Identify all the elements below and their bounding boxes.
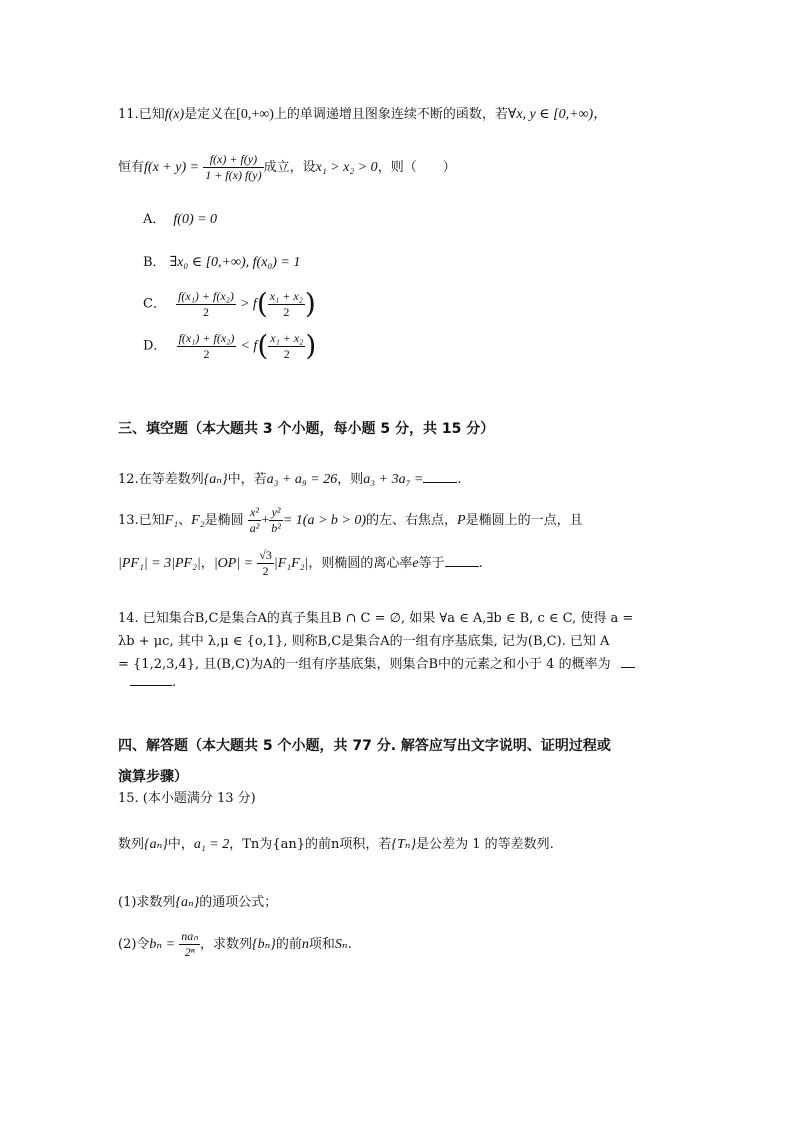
q14-line4: . — [130, 674, 176, 692]
q11-line2: 恒有f(x + y) = $\frac{f(x) + f(y)}{1 + f(x) f(y)}$ 成立，设x₁ > x₂ > 0，则（ ） — [118, 152, 456, 182]
q14-line3: = {1,2,3,4}, 且(B,C)为A的一组有序基底集，则集合B中的元素之和小于 4 的概率为 — [118, 656, 635, 674]
q15-part1: (1)求数列{aₙ}的通项公式； — [118, 895, 278, 910]
q11-fraction: $\frac{f(x) + f(y)}{1 + f(x) f(y)}$ — [205, 152, 262, 182]
q15-part2: (2)令bₙ = $\frac{\text{naₙ}}{\text{2ⁿ}}$ ，求数列{bₙ}的前n项和Sₙ. — [118, 929, 352, 959]
section-4-heading-line1: 四、解答题（本大题共 5 个小题，共 77 分. 解答应写出文字说明、证明过程或 — [118, 738, 611, 754]
q15-intro: 数列{aₙ}中，a₁ = 2，Tn为{an}的前n项积，若{Tₙ}是公差为 1 的等差数列. — [118, 837, 554, 852]
q12-answer-blank[interactable] — [423, 482, 457, 483]
q15-header: 15. (本小题满分 13 分) — [118, 791, 256, 806]
q11-line1: 11.已知f(x)是定义在[0,+∞)上的单调递增且图象连续不断的函数，若∀x, y ∈ [0,+∞)， — [118, 107, 608, 122]
q11-option-c: C． $\frac{\text{f(x₁) + f(x₂)}}{2}$ > f( $\frac{\text{x₁ + x₂}}{2}$ ) — [143, 287, 316, 320]
section-4-heading-line2: 演算步骤） — [118, 769, 188, 785]
q11-option-b: B． ∃x₀ ∈ [0,+∞), f(x₀) = 1 — [143, 255, 301, 270]
q11-option-a: A． f(0) = 0 — [143, 212, 218, 227]
q14-line1: 14. 已知集合B,C是集合A的真子集且B ∩ C = ∅, 如果 ∀a ∈ A,∃b ∈ B, c ∈ C, 使得 a = — [118, 611, 634, 626]
q14-answer-blank-start[interactable] — [621, 667, 635, 668]
q13-line2: |PF₁| = 3|PF₂|，|OP| = $\frac{√3}{2}$ |F₁F₂|，则椭圆的离心率e等于 . — [118, 548, 483, 578]
q11-option-d: D． $\frac{\text{f(x₁) + f(x₂)}}{2}$ < f( $\frac{\text{x₁ + x₂}}{2}$ ) — [143, 329, 317, 362]
q13-answer-blank[interactable] — [445, 566, 479, 567]
q14-answer-blank[interactable] — [130, 685, 172, 686]
q14-line2: λb + μc, 其中 λ,μ ∈ {o,1}, 则称B,C是集合A的一组有序基底集, 记为(B,C). 已知 A — [118, 634, 610, 649]
section-3-heading: 三、填空题（本大题共 3 个小题，每小题 5 分，共 15 分） — [118, 421, 495, 437]
q12-line: 12.在等差数列{aₙ}中，若a₃ + a₉ = 26，则a₃ + 3a₇ = . — [118, 472, 462, 487]
q13-line1: 13.已知F₁、F₂是椭圆 $\frac{\text{x²}}{\text{a²}}$ + $\frac{\text{y²}}{\text{b²}}$ = 1(a > b > 0)的左、右焦点，P是椭圆上的一点，且 — [118, 505, 583, 535]
